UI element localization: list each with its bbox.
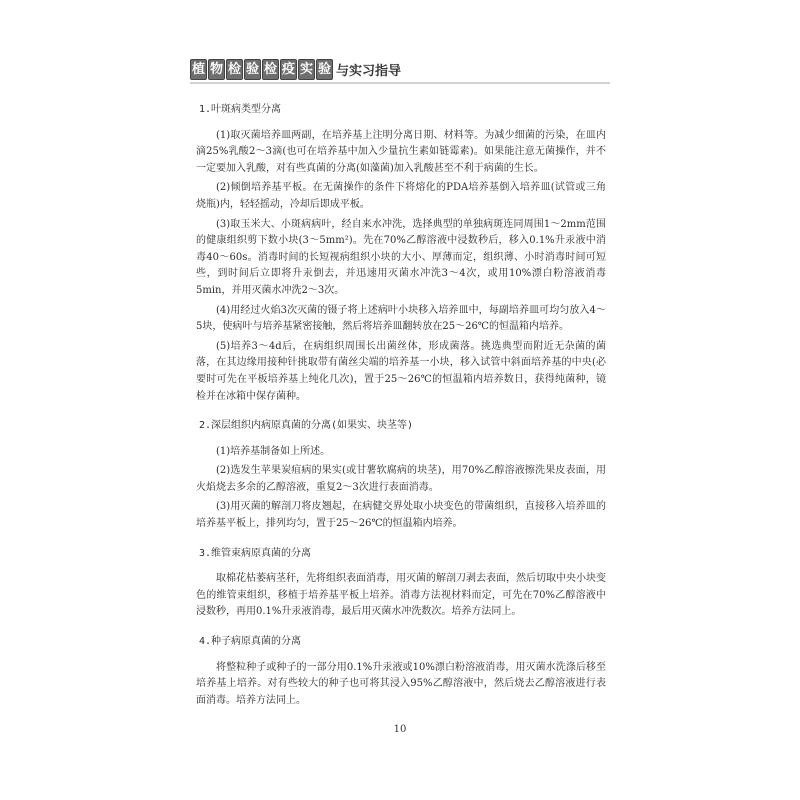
book-title-brand (190, 59, 334, 80)
paragraph: (5)培养3～4d后，在病组织周围长出菌丝体，形成菌落。挑选典型而附近无杂菌的菌落，在其边缘用接种针挑取带有菌丝尖端的培养基一小块，移入试管中斜面培养基的中央(必要时可先在平板培养基上纯化几次)，置于25～26℃的恒温箱内培养数日，获得纯菌种，镜检并在冰箱中保存菌种。 (196, 340, 606, 402)
header-subtitle: 与实习指导 (336, 63, 402, 79)
paragraph: (2)选发生苹果炭疽病的果实(或甘薯软腐病的块茎)，用70%乙醇溶液擦洗果皮表面，用火焰烧去多余的乙醇溶液，重复2～3次进行表面消毒。 (196, 465, 606, 493)
running-header (190, 57, 401, 81)
paragraph: (1)培养基制备如上所述。 (216, 445, 331, 457)
paragraph: (3)取玉米大、小斑病病叶，经自来水冲洗，选择典型的单独病斑连同周围1～2mm范围的健康组织剪下数小块(3～5mm²)。先在70%乙醇溶液中浸数秒后，移入0.1%升汞液中消毒40～60s。消毒时间的长短视病组织小块的大小、厚薄而定，组织薄、小时消毒时间可短些，到时间后立即将升汞倒去，并迅速用灭菌水冲洗3～4次，或用10%漂白粉溶液消毒5min，并用灭菌水冲洗2～3次。 (196, 218, 606, 296)
section-heading: 3.维管束病原真菌的分离 (199, 547, 312, 559)
paragraph: (2)倾倒培养基平板。在无菌操作的条件下将熔化的PDA培养基倒入培养皿(试管或三角烧瓶)内，轻轻摇动，冷却后即成平板。 (196, 182, 606, 210)
page-number: 10 (393, 724, 407, 735)
section-heading: 2.深层组织内病原真菌的分离(如果实、块茎等) (199, 420, 414, 432)
brand-char: 物 (208, 59, 225, 80)
page-body (196, 96, 606, 712)
paragraph: 取棉花枯萎病茎秆，先将组织表面消毒，用灭菌的解剖刀剥去表面，然后切取中央小块变色的维管束组织，移植于培养基平板上培养。消毒方法视材料而定，可先在70%乙醇溶液中浸数秒，再用0.1%升汞液消毒，最后用灭菌水冲洗数次。培养方法同上。 (196, 573, 606, 618)
brand-char: 实 (298, 59, 315, 80)
paragraph: 将整粒种子或种子的一部分用0.1%升汞液或10%漂白粉溶液消毒，用灭菌水洗涤后移至培养基上培养。对有些较大的种子也可将其浸入95%乙醇溶液中，然后烧去乙醇溶液进行表面消毒。培养方法同上。 (196, 661, 606, 706)
brand-char: 验 (316, 59, 333, 80)
brand-char: 检 (262, 59, 279, 80)
paragraph: (3)用灭菌的解剖刀将皮翘起，在病健交界处取小块变色的带菌组织，直接移入培养皿的培养基平板上，排列均匀，置于25～26℃的恒温箱内培养。 (196, 501, 606, 530)
section-heading: 1.叶斑病类型分离 (199, 104, 282, 115)
header-divider (190, 82, 610, 84)
brand-char: 检 (226, 59, 243, 80)
brand-char: 植 (190, 59, 207, 80)
brand-char: 疫 (280, 59, 297, 80)
paragraph: (4)用经过火焰3次灭菌的镊子将上述病叶小块移入培养皿中，每副培养皿可均匀放入4～5块，使病叶与培养基紧密接触，然后将培养皿翻转放在25～26℃的恒温箱内培养。 (196, 304, 606, 333)
paragraph: (1)取灭菌培养皿两副，在培养基上注明分离日期、材料等。为减少细菌的污染，在皿内滴25%乳酸2～3滴(也可在培养基中加入少量抗生素如链霉素)。如果能注意无菌操作，并不一定要加入乳酸，对有些真菌的分离(如藻菌)加入乳酸甚至不利于病菌的生长。 (196, 129, 606, 174)
section-heading: 4.种子病原真菌的分离 (199, 636, 302, 648)
brand-char: 验 (244, 59, 261, 80)
